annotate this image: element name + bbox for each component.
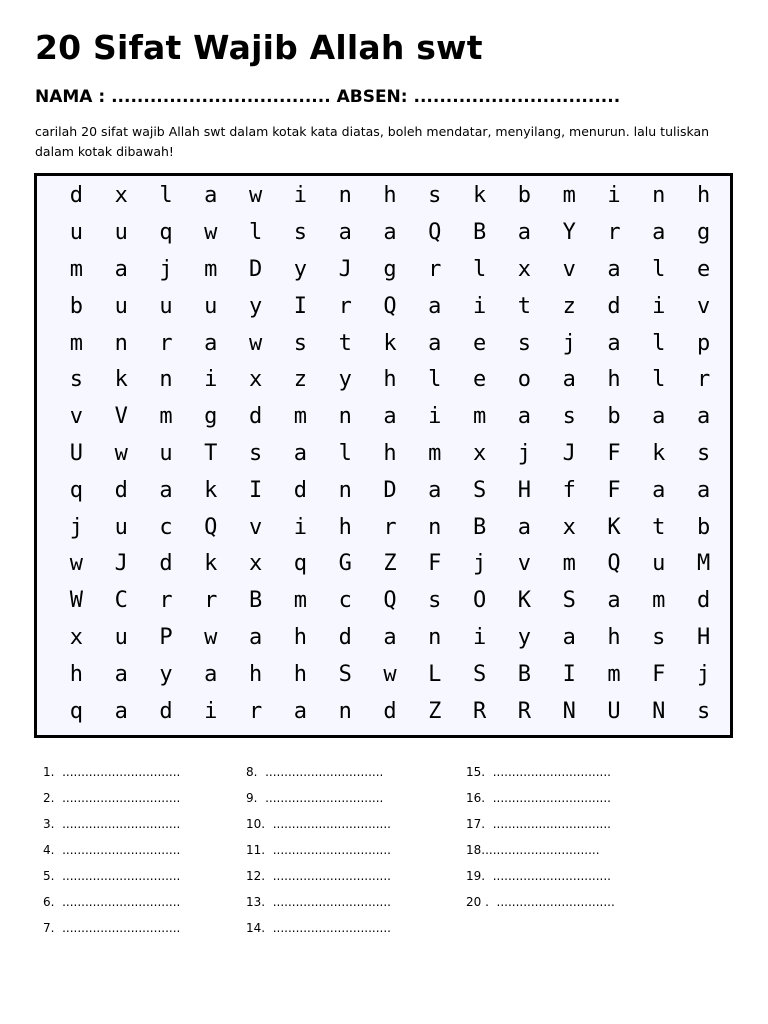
grid-cell: R xyxy=(472,698,487,724)
grid-cell: n xyxy=(338,698,352,724)
grid-cell: x xyxy=(517,256,532,282)
grid-cell: q xyxy=(69,477,84,503)
answer-line[interactable]: 1. ............................... xyxy=(43,765,181,779)
grid-cell: d xyxy=(159,698,173,724)
grid-cell: v xyxy=(562,256,576,282)
grid-cell: w xyxy=(69,551,84,577)
grid-cell: B xyxy=(472,220,487,246)
answer-line[interactable]: 3. ............................... xyxy=(43,817,181,831)
grid-cell: s xyxy=(428,588,442,614)
grid-cell: I xyxy=(248,477,263,503)
grid-cell: j xyxy=(562,330,576,356)
grid-cell: F xyxy=(607,477,621,503)
grid-cell: s xyxy=(428,183,442,209)
grid-cell: a xyxy=(428,293,442,319)
grid-cell: i xyxy=(652,293,666,319)
grid-cell: N xyxy=(652,698,666,724)
answer-line[interactable]: 15. ............................... xyxy=(466,765,611,779)
grid-cell: u xyxy=(114,293,128,319)
grid-cell: k xyxy=(383,330,397,356)
grid-cell: w xyxy=(204,624,218,650)
grid-cell: j xyxy=(69,514,84,540)
grid-cell: x xyxy=(69,624,84,650)
grid-cell: B xyxy=(517,661,532,687)
grid-cell: y xyxy=(159,661,173,687)
grid-cell: Q xyxy=(428,220,442,246)
answer-line[interactable]: 19. ............................... xyxy=(466,869,611,883)
grid-cell: a xyxy=(383,624,397,650)
page-title: 20 Sifat Wajib Allah swt xyxy=(35,28,483,67)
grid-cell: d xyxy=(114,477,128,503)
grid-cell: m xyxy=(472,404,487,430)
grid-cell: a xyxy=(517,404,532,430)
grid-cell: s xyxy=(696,440,711,466)
grid-cell: u xyxy=(114,514,128,540)
grid-cell: O xyxy=(472,588,487,614)
word-search-grid xyxy=(54,178,726,730)
grid-cell: F xyxy=(428,551,442,577)
grid-cell: Y xyxy=(562,220,576,246)
grid-cell: a xyxy=(204,183,218,209)
grid-cell: r xyxy=(204,588,218,614)
grid-cell: a xyxy=(607,588,621,614)
grid-cell: m xyxy=(204,256,218,282)
grid-cell: K xyxy=(517,588,532,614)
word-search-box xyxy=(34,173,733,738)
grid-cell: S xyxy=(472,661,487,687)
grid-cell: s xyxy=(69,367,84,393)
answer-column-1 xyxy=(43,759,180,941)
grid-cell: a xyxy=(114,661,128,687)
grid-cell: u xyxy=(652,551,666,577)
grid-cell: l xyxy=(652,256,666,282)
grid-cell: u xyxy=(204,293,218,319)
grid-cell: n xyxy=(428,624,442,650)
grid-cell: e xyxy=(472,367,487,393)
grid-cell: n xyxy=(428,514,442,540)
grid-cell: a xyxy=(696,404,711,430)
grid-cell: b xyxy=(696,514,711,540)
grid-cell: w xyxy=(114,440,128,466)
grid-cell: a xyxy=(248,624,263,650)
grid-cell: c xyxy=(338,588,352,614)
grid-cell: c xyxy=(159,514,173,540)
grid-cell: f xyxy=(562,477,576,503)
grid-cell: o xyxy=(517,367,532,393)
grid-cell: m xyxy=(562,551,576,577)
grid-cell: w xyxy=(248,330,263,356)
grid-cell: r xyxy=(428,256,442,282)
grid-cell: r xyxy=(607,220,621,246)
grid-cell: a xyxy=(114,256,128,282)
grid-cell: n xyxy=(114,330,128,356)
grid-cell: s xyxy=(248,440,263,466)
grid-cell: y xyxy=(338,367,352,393)
answer-line[interactable]: 16. ............................... xyxy=(466,791,611,805)
grid-cell: a xyxy=(607,256,621,282)
grid-cell: k xyxy=(204,551,218,577)
grid-cell: F xyxy=(652,661,666,687)
grid-cell: J xyxy=(562,440,576,466)
grid-cell: r xyxy=(159,330,173,356)
grid-cell: i xyxy=(472,293,487,319)
grid-cell: J xyxy=(338,256,352,282)
grid-cell: Z xyxy=(383,551,397,577)
grid-cell: S xyxy=(338,661,352,687)
grid-cell: i xyxy=(428,404,442,430)
grid-cell: K xyxy=(607,514,621,540)
answer-line[interactable]: 8. ............................... xyxy=(246,765,384,779)
grid-cell: u xyxy=(159,293,173,319)
grid-cell: d xyxy=(159,551,173,577)
grid-cell: b xyxy=(607,404,621,430)
grid-cell: m xyxy=(562,183,576,209)
grid-cell: q xyxy=(293,551,308,577)
grid-cell: I xyxy=(293,293,308,319)
grid-cell: M xyxy=(696,551,711,577)
grid-cell: U xyxy=(69,440,84,466)
grid-cell: j xyxy=(517,440,532,466)
grid-cell: h xyxy=(607,367,621,393)
grid-cell: a xyxy=(562,367,576,393)
grid-cell: a xyxy=(517,220,532,246)
answer-line[interactable]: 11. ............................... xyxy=(246,843,391,857)
grid-cell: H xyxy=(696,624,711,650)
grid-cell: m xyxy=(607,661,621,687)
grid-cell: v xyxy=(248,514,263,540)
grid-cell: D xyxy=(248,256,263,282)
grid-cell: u xyxy=(159,440,173,466)
grid-cell: i xyxy=(472,624,487,650)
grid-cell: s xyxy=(696,698,711,724)
grid-cell: a xyxy=(428,477,442,503)
grid-cell: G xyxy=(338,551,352,577)
grid-cell: q xyxy=(159,220,173,246)
grid-cell: d xyxy=(383,698,397,724)
grid-cell: y xyxy=(517,624,532,650)
grid-cell: k xyxy=(652,440,666,466)
grid-cell: i xyxy=(607,183,621,209)
grid-cell: a xyxy=(696,477,711,503)
grid-cell: I xyxy=(562,661,576,687)
answer-column-2 xyxy=(246,759,391,941)
grid-cell: z xyxy=(293,367,308,393)
grid-cell: B xyxy=(472,514,487,540)
grid-cell: P xyxy=(159,624,173,650)
answer-line[interactable]: 2. ............................... xyxy=(43,791,181,805)
grid-cell: H xyxy=(517,477,532,503)
grid-cell: a xyxy=(607,330,621,356)
grid-cell: a xyxy=(428,330,442,356)
grid-cell: Z xyxy=(428,698,442,724)
grid-cell: D xyxy=(383,477,397,503)
grid-cell: l xyxy=(338,440,352,466)
grid-cell: a xyxy=(652,220,666,246)
grid-cell: x xyxy=(248,551,263,577)
grid-cell: a xyxy=(383,220,397,246)
grid-cell: d xyxy=(248,404,263,430)
grid-cell: a xyxy=(383,404,397,430)
grid-cell: w xyxy=(204,220,218,246)
grid-cell: n xyxy=(338,477,352,503)
grid-cell: y xyxy=(248,293,263,319)
grid-cell: u xyxy=(69,220,84,246)
grid-cell: h xyxy=(69,661,84,687)
grid-cell: C xyxy=(114,588,128,614)
grid-cell: h xyxy=(248,661,263,687)
grid-cell: J xyxy=(114,551,128,577)
grid-cell: a xyxy=(293,698,308,724)
grid-cell: r xyxy=(159,588,173,614)
answer-column-3 xyxy=(466,759,615,915)
grid-cell: s xyxy=(293,220,308,246)
answer-line[interactable]: 6. ............................... xyxy=(43,895,181,909)
grid-cell: g xyxy=(696,220,711,246)
grid-cell: Q xyxy=(204,514,218,540)
grid-cell: d xyxy=(69,183,84,209)
grid-cell: V xyxy=(114,404,128,430)
grid-cell: j xyxy=(472,551,487,577)
answer-line[interactable]: 9. ............................... xyxy=(246,791,384,805)
grid-cell: m xyxy=(69,330,84,356)
grid-cell: r xyxy=(383,514,397,540)
grid-cell: b xyxy=(69,293,84,319)
grid-cell: n xyxy=(159,367,173,393)
grid-cell: N xyxy=(562,698,576,724)
grid-cell: U xyxy=(607,698,621,724)
grid-cell: i xyxy=(293,514,308,540)
instructions-text: carilah 20 sifat wajib Allah swt dalam kotak kata diatas, boleh mendatar, menyilang, menurun. lalu tuliskan dalam kotak dibawah! xyxy=(35,124,710,159)
grid-cell: R xyxy=(517,698,532,724)
answer-line[interactable]: 5. ............................... xyxy=(43,869,181,883)
answer-line[interactable]: 12. ............................... xyxy=(246,869,391,883)
grid-cell: a xyxy=(204,661,218,687)
grid-cell: d xyxy=(696,588,711,614)
grid-cell: j xyxy=(159,256,173,282)
grid-cell: e xyxy=(696,256,711,282)
grid-cell: x xyxy=(472,440,487,466)
grid-cell: h xyxy=(383,183,397,209)
grid-cell: b xyxy=(517,183,532,209)
grid-cell: n xyxy=(338,183,352,209)
grid-cell: r xyxy=(696,367,711,393)
grid-cell: i xyxy=(204,698,218,724)
grid-cell: h xyxy=(607,624,621,650)
grid-cell: n xyxy=(338,404,352,430)
grid-cell: s xyxy=(652,624,666,650)
grid-cell: h xyxy=(383,367,397,393)
grid-cell: g xyxy=(204,404,218,430)
grid-cell: m xyxy=(159,404,173,430)
grid-cell: g xyxy=(383,256,397,282)
answer-line[interactable]: 18............................... xyxy=(466,843,600,857)
grid-cell: k xyxy=(472,183,487,209)
grid-cell: v xyxy=(69,404,84,430)
answer-line[interactable]: 13. ............................... xyxy=(246,895,391,909)
grid-cell: a xyxy=(114,698,128,724)
answer-line[interactable]: 14. ............................... xyxy=(246,921,391,935)
grid-cell: a xyxy=(338,220,352,246)
grid-cell: i xyxy=(293,183,308,209)
grid-cell: a xyxy=(652,404,666,430)
grid-cell: e xyxy=(472,330,487,356)
grid-cell: h xyxy=(293,661,308,687)
grid-cell: l xyxy=(428,367,442,393)
grid-cell: x xyxy=(562,514,576,540)
grid-cell: s xyxy=(562,404,576,430)
grid-cell: s xyxy=(517,330,532,356)
grid-cell: h xyxy=(338,514,352,540)
grid-cell: a xyxy=(562,624,576,650)
grid-cell: l xyxy=(159,183,173,209)
grid-cell: F xyxy=(607,440,621,466)
grid-cell: j xyxy=(696,661,711,687)
grid-cell: s xyxy=(293,330,308,356)
grid-cell: m xyxy=(652,588,666,614)
name-absen-line: NAMA : .................................. ABSEN: ................................ xyxy=(35,87,621,107)
grid-cell: l xyxy=(248,220,263,246)
grid-cell: m xyxy=(293,404,308,430)
grid-cell: m xyxy=(428,440,442,466)
grid-cell: p xyxy=(696,330,711,356)
grid-cell: r xyxy=(338,293,352,319)
grid-cell: r xyxy=(248,698,263,724)
grid-cell: d xyxy=(293,477,308,503)
answer-line[interactable]: 20 . ............................... xyxy=(466,895,615,909)
grid-cell: u xyxy=(114,624,128,650)
answer-line[interactable]: 17. ............................... xyxy=(466,817,611,831)
grid-cell: w xyxy=(248,183,263,209)
grid-cell: a xyxy=(293,440,308,466)
grid-cell: Q xyxy=(607,551,621,577)
grid-cell: Q xyxy=(383,588,397,614)
grid-cell: x xyxy=(248,367,263,393)
grid-cell: h xyxy=(383,440,397,466)
grid-cell: a xyxy=(159,477,173,503)
grid-cell: v xyxy=(517,551,532,577)
grid-cell: S xyxy=(562,588,576,614)
answer-line[interactable]: 7. ............................... xyxy=(43,921,181,935)
grid-cell: d xyxy=(338,624,352,650)
grid-cell: t xyxy=(517,293,532,319)
grid-cell: w xyxy=(383,661,397,687)
grid-cell: h xyxy=(696,183,711,209)
grid-cell: T xyxy=(204,440,218,466)
grid-cell: B xyxy=(248,588,263,614)
grid-cell: k xyxy=(114,367,128,393)
grid-cell: y xyxy=(293,256,308,282)
grid-cell: a xyxy=(204,330,218,356)
grid-cell: Q xyxy=(383,293,397,319)
grid-cell: S xyxy=(472,477,487,503)
grid-cell: z xyxy=(562,293,576,319)
grid-cell: d xyxy=(607,293,621,319)
grid-cell: q xyxy=(69,698,84,724)
grid-cell: t xyxy=(652,514,666,540)
grid-cell: l xyxy=(652,330,666,356)
grid-cell: a xyxy=(652,477,666,503)
grid-cell: l xyxy=(652,367,666,393)
grid-cell: t xyxy=(338,330,352,356)
grid-cell: h xyxy=(293,624,308,650)
grid-cell: l xyxy=(472,256,487,282)
answer-line[interactable]: 4. ............................... xyxy=(43,843,181,857)
grid-cell: m xyxy=(293,588,308,614)
grid-cell: v xyxy=(696,293,711,319)
grid-cell: k xyxy=(204,477,218,503)
grid-cell: i xyxy=(204,367,218,393)
grid-cell: W xyxy=(69,588,84,614)
answer-line[interactable]: 10. ............................... xyxy=(246,817,391,831)
grid-cell: L xyxy=(428,661,442,687)
grid-cell: u xyxy=(114,220,128,246)
grid-cell: x xyxy=(114,183,128,209)
grid-cell: m xyxy=(69,256,84,282)
grid-cell: n xyxy=(652,183,666,209)
grid-cell: a xyxy=(517,514,532,540)
